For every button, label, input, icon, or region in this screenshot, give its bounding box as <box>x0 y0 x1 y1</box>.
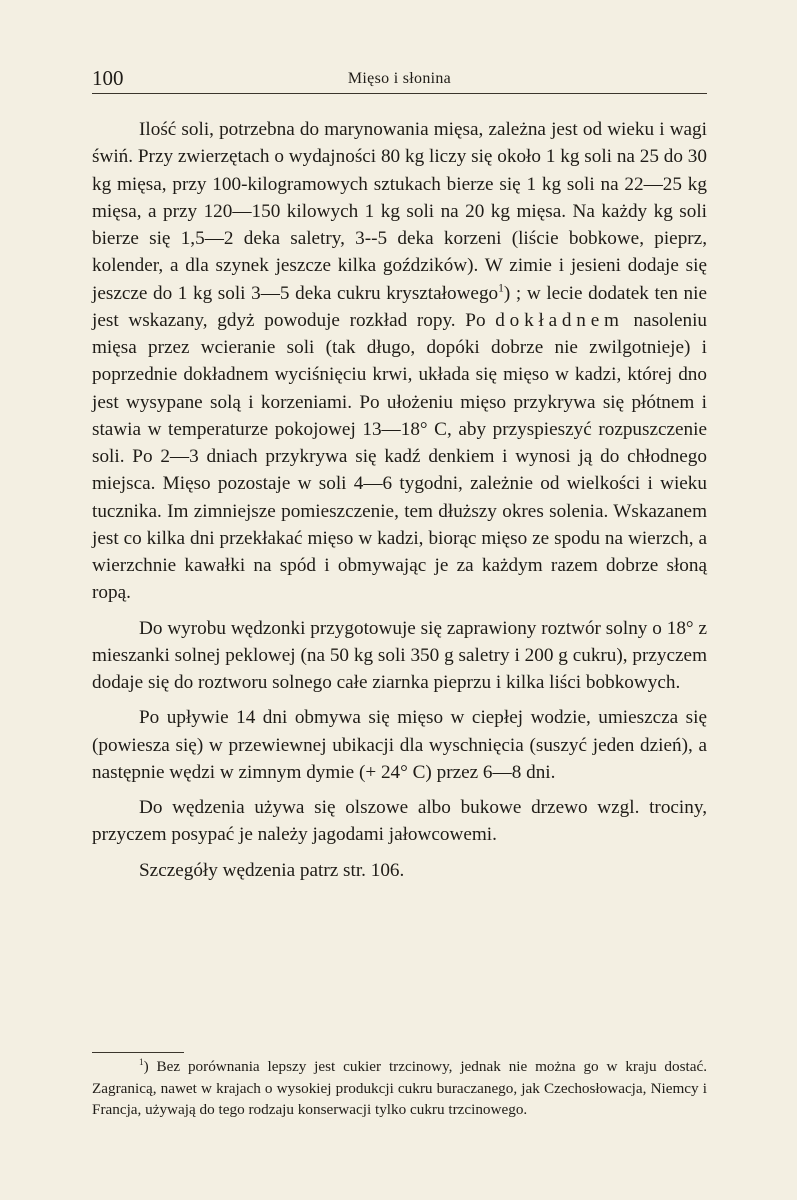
paragraph-text: Ilość soli, potrzebna do marynowania mięsa, zależna jest od wieku i wagi świń. Przy zwierzętach o wydajności 80 kg liczy się około 1 kg soli na 25 do 30 kg mięsa, przy 100-kilogramowych sztukach bierze się 1 kg soli na 22—25 kg mięsa, a przy 120—150 kilowych 1 kg soli na 20 kg mięsa. Na każdy kg soli bierze się 1,5—2 deka saletry, 3--5 deka korzeni (liście bobkowe, pieprz, kolender, a dla szynek jeszcze kilka goździków). W zimie i jesieni dodaje się jeszcze do 1 kg soli 3—5 deka cukru kryształowego <box>92 119 707 304</box>
footnote-text: ) Bez porównania lepszy jest cukier trzcinowy, jednak nie można go w kraju dostać. Zagranicą, nawet w krajach o wysokiej produkcji cukru buraczanego, jak Czechosłowacja, Niemcy i Francja, używają do tego rodzaju konserwacji tylko cukru trzcinowego. <box>92 1058 707 1119</box>
paragraph-text: ) ; w lecie dodatek ten nie jest wskazany, gdyż powoduje rozkład ropy. Po <box>92 282 707 331</box>
running-title: Mięso i słonina <box>347 70 452 87</box>
paragraph-smoking-wood: Do wędzenia używa się olszowe albo bukowe drzewo wzgl. trociny, przyczem posypać je należy jagodami jałowcowemi. <box>92 797 707 846</box>
paragraph-salt-quantity <box>92 116 707 607</box>
footnote-reference: 1 <box>498 282 504 295</box>
emphasized-word: dokładnem <box>495 309 624 331</box>
main-text <box>92 116 707 892</box>
paragraph-text: nasoleniu mięsa przez wcieranie soli (tak długo, dopóki dobrze nie zwilgotnieje) i poprzednie dokładnem wyciśnięciu krwi, układa się mięso w kadzi, której dno jest wysypane solą i korzeniami. Po ułożeniu mięso przykrywa się płótnem i stawia w temperaturze pokojowej 13—18° C, aby przyspieszyć rozpuszczenie soli. Po 2—3 dniach przykrywa się kadź denkiem i wynosi ją do chłodnego miejsca. Mięso pozostaje w soli 4—6 tygodni, zależnie od wielkości i wieku tucznika. Im zimniejsze pomieszczenie, tem dłuższy okres solenia. Wskazanem jest co kilka dni przekłakać mięso w kadzi, biorąc mięso ze spodu na wierzch, a wierzchnie kawałki na spód i obmywając je za każdym razem dobrze słoną ropą. <box>92 309 707 604</box>
footnote <box>92 1056 707 1121</box>
page-number: 100 <box>92 66 124 90</box>
paragraph-reference: Szczegóły wędzenia patrz str. 106. <box>139 859 405 881</box>
header-rule <box>92 93 707 94</box>
paragraph-brine: Do wyrobu wędzonki przygotowuje się zaprawiony roztwór solny o 18° z mieszanki solnej peklowej (na 50 kg soli 350 g saletry i 200 g cukru), przyczem dodaje się do roztworu solnego całe ziarnka pieprzu i kilka liści bobkowych. <box>92 617 707 693</box>
footnote-marker: 1 <box>139 1056 144 1067</box>
paragraph-drying: Po upływie 14 dni obmywa się mięso w ciepłej wodzie, umieszcza się (powiesza się) w przewiewnej ubikacji dla wyschnięcia (suszyć jeden dzień), a następnie wędzi w zimnym dymie (+ 24° C) przez 6—8 dni. <box>92 707 707 783</box>
footnote-rule <box>92 1052 184 1053</box>
page-header <box>92 58 707 90</box>
